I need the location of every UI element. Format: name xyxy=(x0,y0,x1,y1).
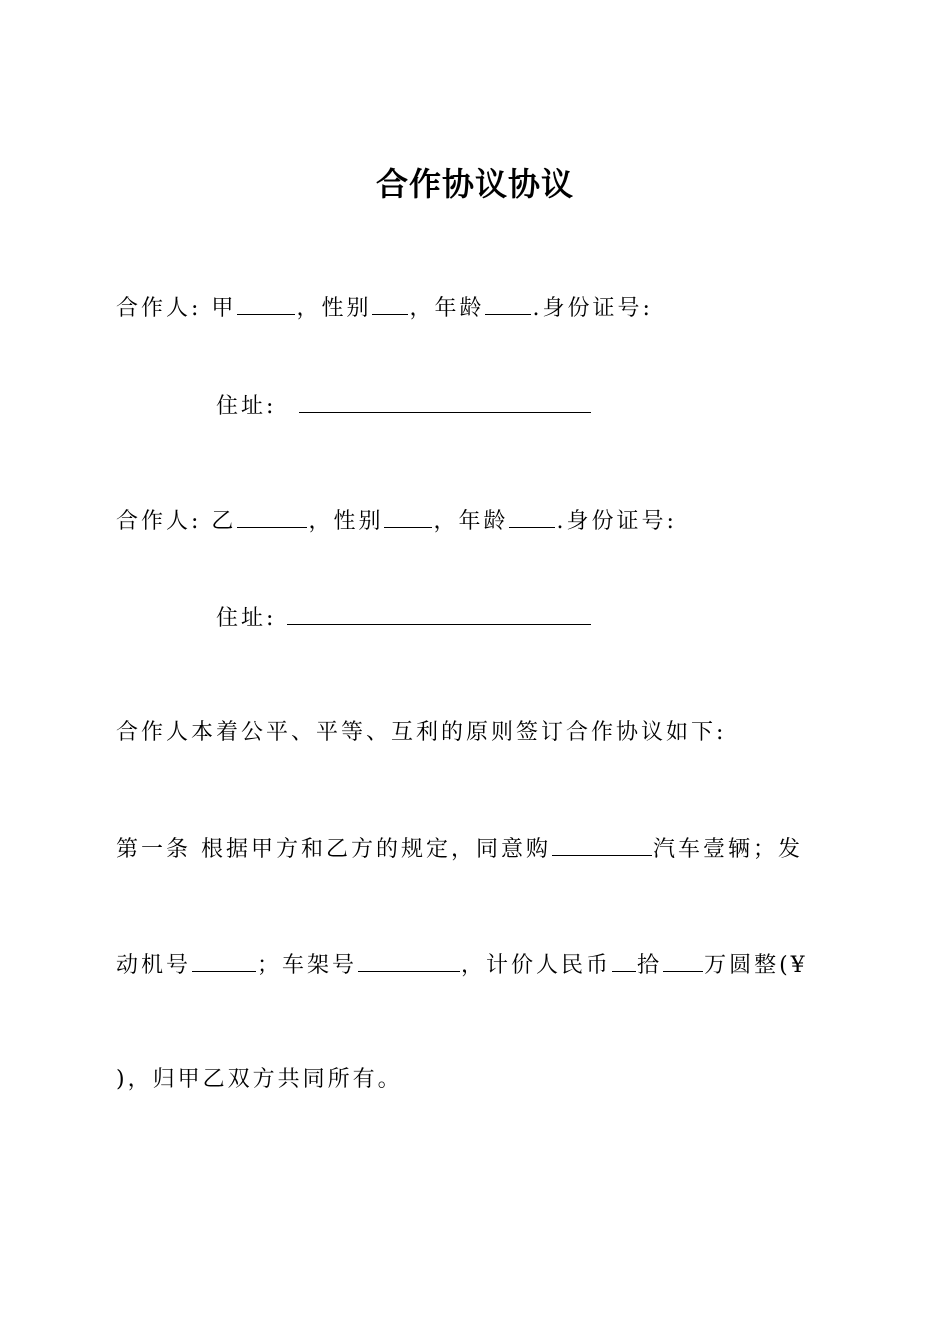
party-a-label: 合作人: xyxy=(116,296,202,321)
party-b-info-line xyxy=(116,505,677,537)
party-a-address-blank[interactable] xyxy=(299,390,591,413)
car-model-blank[interactable] xyxy=(552,833,652,856)
party-a-info-line xyxy=(116,292,653,324)
party-a-age-blank[interactable] xyxy=(485,292,531,315)
party-b-id-label: .身份证号: xyxy=(556,509,677,534)
party-b-address-label: 住址: xyxy=(216,606,277,631)
article1-part3: 动机号 xyxy=(116,953,192,978)
party-a-gender-blank[interactable] xyxy=(372,292,408,315)
price-tens-blank[interactable] xyxy=(612,949,636,972)
party-a-age-label: ，年龄 xyxy=(409,296,485,321)
party-a-gender-label: ，性别 xyxy=(296,296,372,321)
party-b-age-label: ，年龄 xyxy=(433,509,509,534)
party-b-age-blank[interactable] xyxy=(509,505,555,528)
party-b-label: 合作人: xyxy=(116,509,202,534)
party-b-gender-label: ，性别 xyxy=(308,509,384,534)
article1-line2 xyxy=(116,949,808,981)
article1-line1 xyxy=(116,833,803,865)
document-title: 合作协议协议 xyxy=(375,165,574,203)
party-a-name-prefix: 甲 xyxy=(211,296,237,321)
party-b-name-blank[interactable] xyxy=(237,505,307,528)
party-b-address-blank[interactable] xyxy=(287,602,591,625)
frame-number-blank[interactable] xyxy=(358,949,460,972)
party-b-address-line xyxy=(216,602,592,634)
price-units-blank[interactable] xyxy=(663,949,703,972)
party-b-name-prefix: 乙 xyxy=(211,509,237,534)
article1-part6: 拾 xyxy=(637,953,663,978)
article1-part2: 汽车壹辆；发 xyxy=(653,837,804,862)
intro-line: 合作人本着公平、平等、互利的原则签订合作协议如下: xyxy=(116,720,727,745)
party-a-address-line xyxy=(216,390,592,422)
article1-line3: )，归甲乙双方共同所有。 xyxy=(116,1067,403,1092)
party-a-name-blank[interactable] xyxy=(237,292,295,315)
article1-part4: ；车架号 xyxy=(257,953,358,978)
party-b-gender-blank[interactable] xyxy=(384,505,432,528)
party-a-address-label: 住址: xyxy=(216,394,277,419)
article1-part1: 第一条 根据甲方和乙方的规定，同意购 xyxy=(116,837,551,862)
article1-part5: ，计价人民币 xyxy=(461,953,612,978)
party-a-id-label: .身份证号: xyxy=(532,296,653,321)
article1-part7: 万圆整(¥ xyxy=(704,953,808,978)
engine-number-blank[interactable] xyxy=(192,949,256,972)
